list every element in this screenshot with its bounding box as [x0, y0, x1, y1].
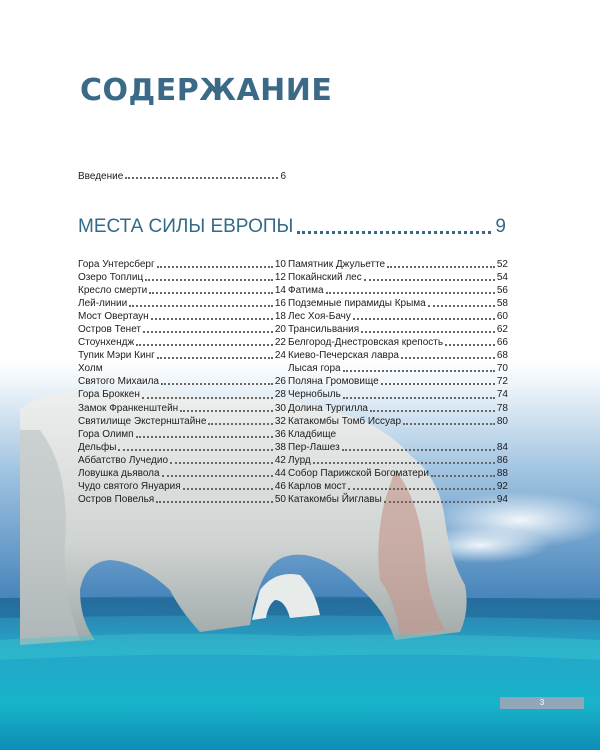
- dot-leader: [157, 357, 273, 359]
- dot-leader: [162, 475, 273, 477]
- dot-leader: [142, 397, 273, 399]
- toc-entry[interactable]: [288, 402, 508, 415]
- dot-leader: [353, 318, 495, 320]
- dot-leader: [183, 488, 273, 490]
- toc-entry-page: 78: [496, 402, 508, 414]
- toc-entry[interactable]: [78, 480, 286, 493]
- dot-leader: [145, 279, 273, 281]
- toc-entry-page: 22: [274, 337, 286, 349]
- dot-leader: [342, 449, 495, 451]
- page-number: 3: [500, 697, 584, 709]
- toc-entry[interactable]: [288, 349, 508, 362]
- toc-entry-label: Гора Унтерсберг: [78, 259, 155, 270]
- toc-entry-label: Тупик Мэри Кинг: [78, 350, 155, 362]
- dot-leader: [343, 397, 495, 399]
- toc-entry[interactable]: [288, 480, 508, 493]
- toc-entry[interactable]: [78, 388, 286, 401]
- dot-leader: [161, 383, 273, 385]
- dot-leader: [297, 231, 491, 234]
- toc-entry-label: Памятник Джульетте: [288, 259, 386, 270]
- toc-entry-label: Поляна Громовище: [288, 376, 379, 388]
- dot-leader: [149, 292, 273, 294]
- dot-leader: [156, 501, 273, 503]
- toc-entry[interactable]: [288, 493, 508, 506]
- toc-entry-page: 74: [496, 389, 508, 401]
- toc-entry[interactable]: [288, 297, 508, 310]
- dot-leader: [428, 305, 495, 307]
- dot-leader: [136, 436, 273, 438]
- toc-entry-page: 10: [274, 259, 286, 270]
- toc-entry-label: Трансильвания: [288, 324, 360, 336]
- toc-entry-label: Холм: [78, 363, 103, 375]
- toc-entry-page: 38: [274, 441, 286, 453]
- dot-leader: [180, 410, 273, 412]
- toc-entry-label: Лей-линии: [78, 298, 128, 310]
- toc-entry-label: Долина Тургилла: [288, 402, 368, 414]
- toc-entry[interactable]: [288, 271, 508, 284]
- dot-leader: [129, 305, 273, 307]
- toc-entry-page: 52: [496, 259, 508, 270]
- toc-entry-page: 88: [496, 467, 508, 479]
- toc-entry-page: 86: [496, 454, 508, 466]
- toc-entry-page: 92: [496, 480, 508, 492]
- toc-entry-page: 80: [496, 415, 508, 427]
- dot-leader: [125, 177, 278, 179]
- toc-entry[interactable]: [288, 310, 508, 323]
- dot-leader: [170, 462, 273, 464]
- toc-entry[interactable]: [78, 375, 286, 388]
- toc-entry[interactable]: [288, 323, 508, 336]
- toc-entry-label: Чудо святого Януария: [78, 480, 181, 492]
- toc-entry[interactable]: [78, 454, 286, 467]
- dot-leader: [143, 331, 273, 333]
- dot-leader: [118, 449, 272, 451]
- toc-entry-label: Замок Франкенштейн: [78, 402, 179, 414]
- toc-entry-label: Белгород-Днестровская крепость: [288, 337, 444, 349]
- toc-entry[interactable]: [288, 428, 508, 441]
- toc-entry-label: Фатима: [288, 285, 324, 297]
- toc-entry[interactable]: [78, 467, 286, 480]
- toc-entry-page: 70: [496, 363, 508, 375]
- toc-entry-page: 54: [496, 272, 508, 284]
- toc-entry-label: Кресло смерти: [78, 285, 148, 297]
- page-title: СОДЕРЖАНИЕ: [80, 73, 333, 108]
- toc-entry-label: Катакомбы Йиглавы: [288, 493, 382, 505]
- toc-entry-page: 32: [274, 415, 286, 427]
- toc-entry-page: 94: [496, 493, 508, 505]
- toc-entry[interactable]: [78, 402, 286, 415]
- toc-entry-page: 50: [274, 493, 286, 505]
- toc-entry-page: 36: [274, 428, 286, 440]
- dot-leader: [370, 410, 495, 412]
- toc-entry-page: 44: [274, 467, 286, 479]
- section-heading-label: МЕСТА СИЛЫ ЕВРОПЫ: [78, 216, 294, 237]
- toc-entry-label: Остров Тенет: [78, 324, 142, 336]
- toc-entry-label: Святого Михаила: [78, 376, 159, 388]
- dot-leader: [445, 344, 495, 346]
- toc-entry-page: 16: [274, 298, 286, 310]
- toc-intro[interactable]: [78, 171, 286, 182]
- toc-entry-page: 68: [496, 350, 508, 362]
- toc-entry-label: Подземные пирамиды Крыма: [288, 298, 426, 310]
- dot-leader: [208, 423, 272, 425]
- toc-entry-label: Киево-Печерская лавра: [288, 350, 399, 362]
- toc-entry-label: Покайнский лес: [288, 272, 362, 284]
- toc-entry[interactable]: [78, 349, 286, 362]
- toc-entry-label: Чернобыль: [288, 389, 341, 401]
- toc-entry-page: 14: [274, 285, 286, 297]
- toc-entry[interactable]: [78, 415, 286, 428]
- toc-entry-label: Дельфы: [78, 441, 117, 453]
- toc-entry-label: Стоунхендж: [78, 337, 135, 349]
- dot-leader: [348, 488, 495, 490]
- toc-entry-label: Озеро Топлиц: [78, 272, 144, 284]
- toc-entry-label: Собор Парижской Богоматери: [288, 467, 429, 479]
- toc-entry-label: Кладбище: [288, 428, 337, 440]
- toc-entry[interactable]: [78, 258, 286, 271]
- dot-leader: [381, 383, 495, 385]
- toc-entry-label: Остров Повелья: [78, 493, 155, 505]
- toc-entry[interactable]: [78, 284, 286, 297]
- toc-entry-page: 12: [274, 272, 286, 284]
- toc-entry-label: Пер-Лашез: [288, 441, 340, 453]
- toc-entry[interactable]: [78, 271, 286, 284]
- dot-leader: [387, 266, 495, 268]
- toc-entry-label: Карлов мост: [288, 480, 347, 492]
- toc-entry[interactable]: [78, 428, 286, 441]
- toc-entry[interactable]: [288, 415, 508, 428]
- toc-entry-label: Мост Овертаун: [78, 311, 149, 323]
- dot-leader: [401, 357, 495, 359]
- toc-entry[interactable]: [78, 493, 286, 506]
- toc-entry-label: Гора Броккен: [78, 389, 140, 401]
- dot-leader: [313, 462, 495, 464]
- toc-entry[interactable]: [78, 441, 286, 454]
- toc-entry-page: 56: [496, 285, 508, 297]
- toc-entry[interactable]: [288, 362, 508, 375]
- toc-entry-page: 62: [496, 324, 508, 336]
- toc-entry-label: Лес Хоя-Бачу: [288, 311, 351, 323]
- dot-leader: [136, 344, 273, 346]
- dot-leader: [326, 292, 495, 294]
- toc-entry[interactable]: [288, 375, 508, 388]
- toc-entry-page: 30: [274, 402, 286, 414]
- toc-entry[interactable]: [78, 362, 286, 375]
- toc-entry-label: Лысая гора: [288, 363, 341, 375]
- toc-entry[interactable]: [288, 454, 508, 467]
- dot-leader: [151, 318, 273, 320]
- toc-entry-label: Аббатство Лучедио: [78, 454, 169, 466]
- toc-entry[interactable]: [288, 284, 508, 297]
- toc-entry[interactable]: [78, 336, 286, 349]
- toc-entry[interactable]: [288, 336, 508, 349]
- toc-entry[interactable]: [288, 441, 508, 454]
- toc-entry[interactable]: [78, 297, 286, 310]
- toc-entry[interactable]: [78, 323, 286, 336]
- toc-entry-page: 26: [274, 376, 286, 388]
- dot-leader: [361, 331, 495, 333]
- toc-left-column: [78, 258, 286, 506]
- toc-entry[interactable]: [288, 388, 508, 401]
- toc-entry-page: 84: [496, 441, 508, 453]
- toc-entry-page: 72: [496, 376, 508, 388]
- toc-entry-label: Ловушка дьявола: [78, 467, 160, 479]
- toc-entry-page: 42: [274, 454, 286, 466]
- dot-leader: [157, 266, 273, 268]
- toc-entry[interactable]: [78, 310, 286, 323]
- dot-leader: [343, 370, 495, 372]
- toc-right-column: [288, 258, 508, 506]
- section-heading[interactable]: [78, 216, 506, 238]
- toc-intro-label: Введение: [78, 171, 124, 182]
- toc-entry[interactable]: [288, 258, 508, 271]
- toc-entry-page: 18: [274, 311, 286, 323]
- toc-entry-page: 24: [274, 350, 286, 362]
- toc-entry-page: 28: [274, 389, 286, 401]
- dot-leader: [431, 475, 495, 477]
- toc-entry[interactable]: [288, 467, 508, 480]
- dot-leader: [384, 501, 495, 503]
- toc-entry-page: 60: [496, 311, 508, 323]
- toc-entry-label: Катакомбы Томб Иссуар: [288, 415, 402, 427]
- toc-entry-page: 66: [496, 337, 508, 349]
- toc-entry-page: 58: [496, 298, 508, 310]
- toc-entry-label: Святилище Экстернштайне: [78, 415, 207, 427]
- toc-entry-page: 46: [274, 480, 286, 492]
- toc-entry-label: Лурд: [288, 454, 311, 466]
- toc-intro-page: 6: [280, 171, 286, 182]
- dot-leader: [364, 279, 495, 281]
- toc-entry-label: Гора Олимп: [78, 428, 134, 440]
- toc-entry-page: 20: [274, 324, 286, 336]
- section-heading-page: 9: [495, 216, 506, 237]
- dot-leader: [403, 423, 495, 425]
